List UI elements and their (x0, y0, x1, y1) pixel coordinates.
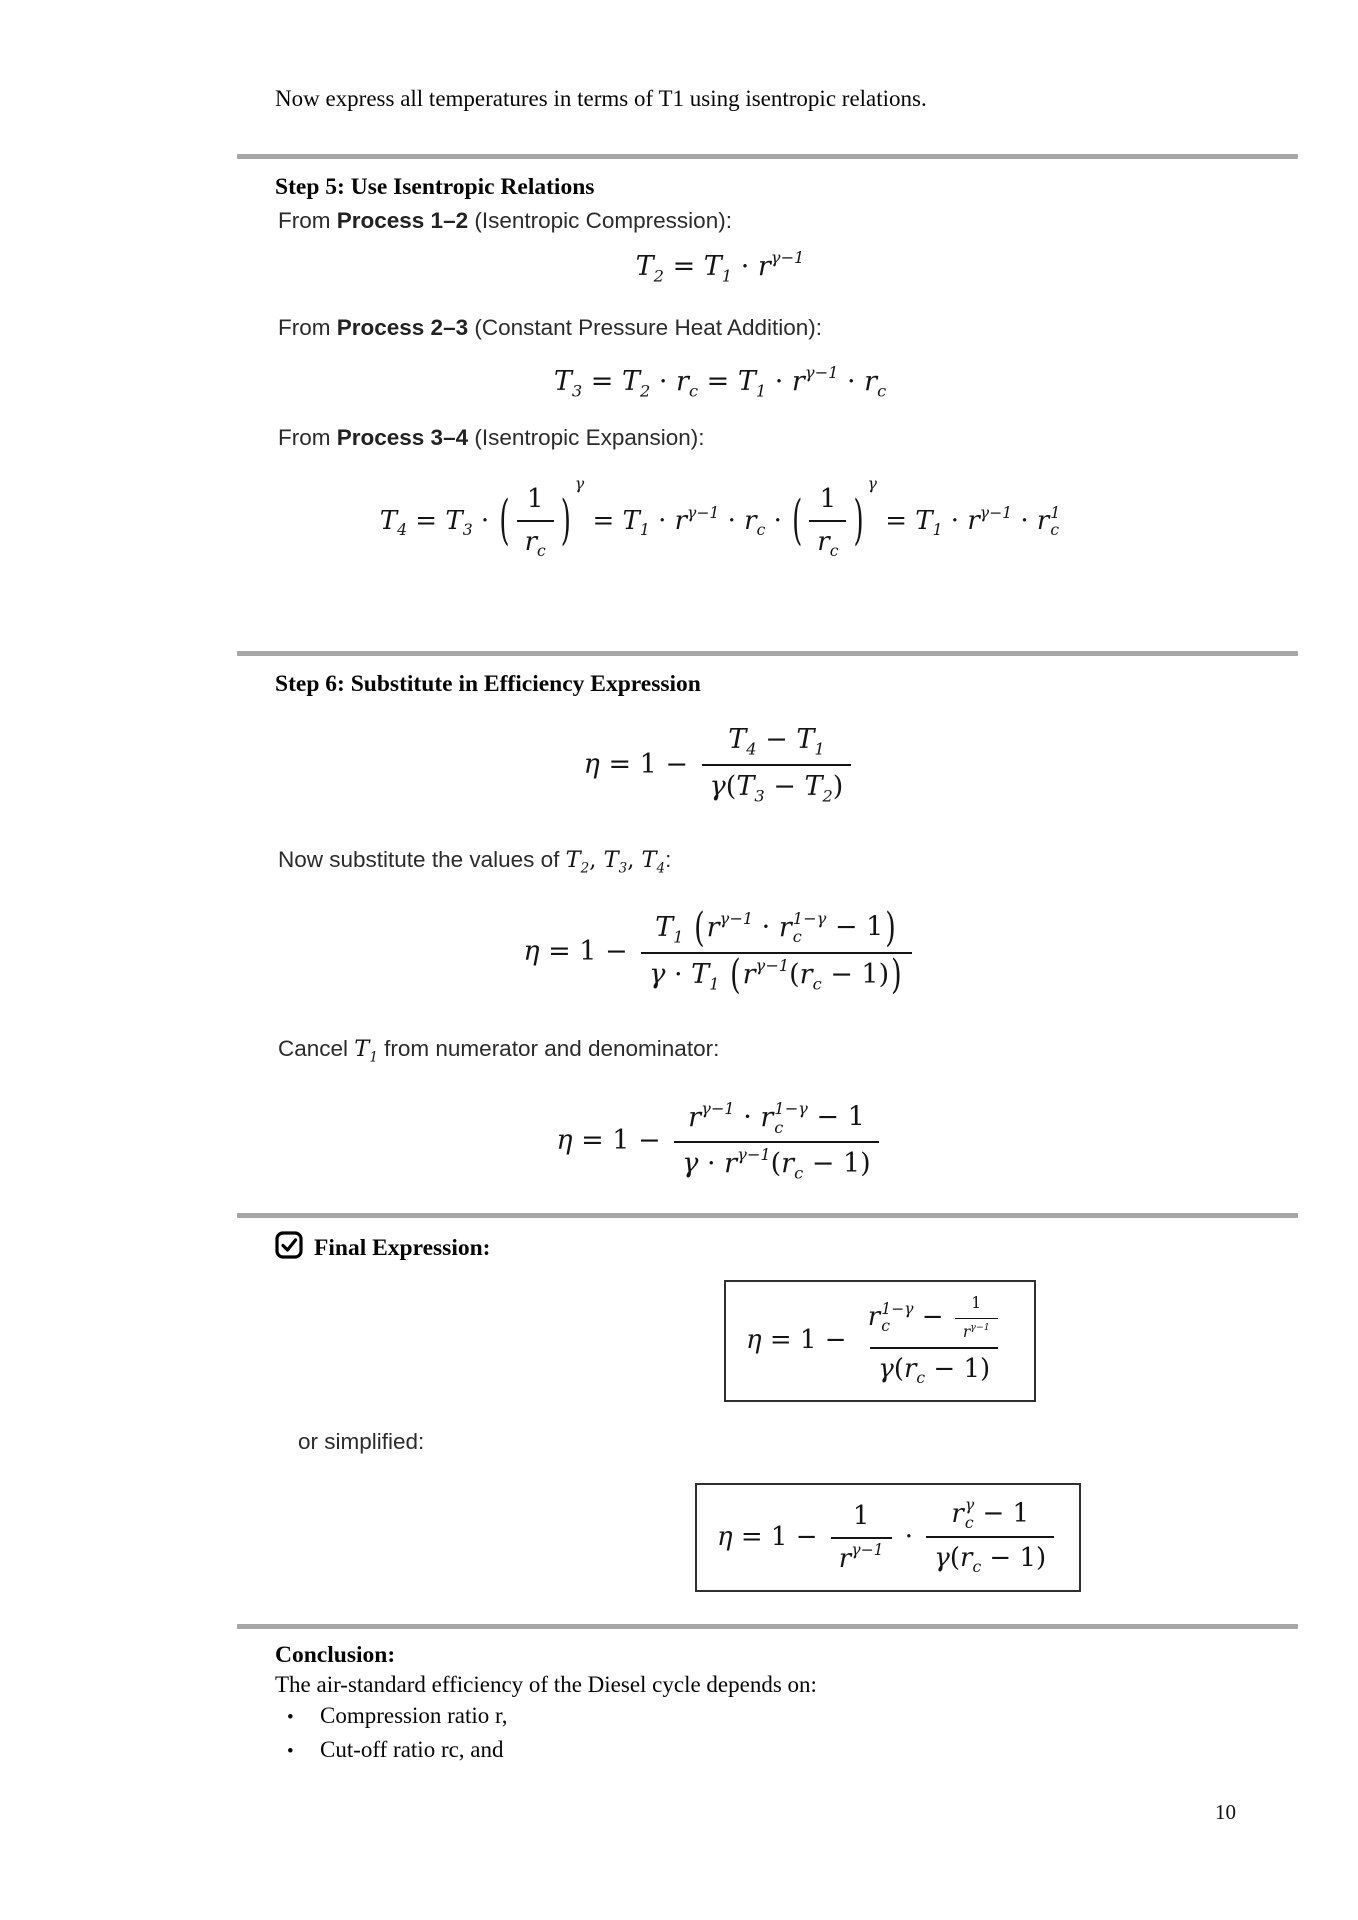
text-run: From (278, 425, 337, 451)
process-1-2-line (278, 206, 1300, 236)
process-2-3-label: Process 2–3 (336, 314, 469, 340)
section-divider (237, 651, 1298, 656)
final-expression-heading-row (275, 1231, 1358, 1264)
equation-T2 (275, 250, 1165, 287)
text-run: (Isentropic Expansion): (468, 425, 705, 451)
step5-heading: Step 5: Use Isentropic Relations (275, 174, 595, 200)
section-divider (237, 1213, 1298, 1218)
text-run: From (278, 314, 337, 340)
equation-substituted (275, 904, 1165, 999)
final-expression-box-wrap (724, 1280, 1358, 1402)
conclusion-body: The air-standard efficiency of the Diesel cycle depends on: (275, 1671, 817, 1697)
formula-simplified-expression: η = 1 − $\frac{1}{r^{\gamma-1}}$ · r γ c − 1 $\gamma(r_c - 1)$ (717, 1522, 1059, 1552)
text-run: Cancel (278, 1035, 355, 1061)
section-divider (237, 1624, 1298, 1629)
text-run: from numerator and denominator: (377, 1035, 720, 1061)
formula-T3: $T_3 = T_2 \cdot r_c = T_1 \cdot r^{\gamma-1} \cdot r_c$ (553, 362, 887, 401)
process-3-4-line (278, 423, 1300, 453)
conclusion-heading: Conclusion: (275, 1641, 396, 1668)
formula-substituted: η = 1 − $T_1$ ( $r^{\gamma-1} \cdot r$ 1−γ c − 1 ) $\gamma \cdot T_1$ ( $r^{\gamma-1}(r_c - 1)$ ) (523, 936, 916, 967)
page-number: 10 (1215, 1800, 1236, 1824)
formula-T4: $T_4 = T_3$ · ( 1 $r_c$ ) γ = $T_1 \cdot r^{\gamma-1} \cdot r_c$ · ( 1 $r_c$ ) γ = $T_1 \cdot r^{\gamma-1} \cdot r$ 1 c (379, 475, 1061, 560)
process-2-3-line (278, 313, 1300, 343)
simplified-expression-box (695, 1483, 1081, 1592)
list-item (287, 1700, 1358, 1734)
final-expression-box (724, 1280, 1036, 1402)
inline-math-T1: $T_1$ (354, 1035, 378, 1066)
text-run: (Isentropic Compression): (468, 208, 732, 233)
formula-cancelled: η = 1 − $r^{\gamma-1} \cdot r$ 1−γ c − 1 $\gamma \cdot r^{\gamma-1}(r_c - 1)$ (556, 1125, 883, 1156)
text-run: Now substitute the values of (278, 846, 566, 872)
formula-T2: $T_2 = T_1 \cdot r^{\gamma-1}$ (635, 248, 805, 286)
bullet-text: Cut-off ratio rc, and (320, 1736, 504, 1762)
substitute-line (278, 845, 1300, 884)
section-divider (237, 154, 1298, 159)
intro-paragraph: Now express all temperatures in terms of T1 using isentropic relations. (275, 86, 927, 111)
final-expression-heading: Final Expression: (314, 1234, 491, 1261)
text-run: : (665, 846, 672, 872)
formula-final-expression: η = 1 − r 1−γ c − $\frac{1}{r^{\gamma-1}}$ $\gamma(r_c - 1)$ (746, 1325, 1014, 1355)
text-run: From (278, 208, 337, 233)
bullet-text: Compression ratio r, (320, 1702, 508, 1728)
bullet-icon: • (287, 1740, 294, 1762)
text-run: (Constant Pressure Heat Addition): (468, 314, 823, 340)
bullet-list (0, 1700, 1358, 1768)
checked-checkbox-icon (275, 1231, 303, 1264)
simplified-expression-box-wrap (695, 1483, 1358, 1592)
equation-T3 (275, 362, 1165, 402)
list-item (287, 1734, 1358, 1768)
inline-math-T2-T3-T4: $T_2$, $T_3$, $T_4$ (565, 846, 666, 877)
equation-cancelled (275, 1100, 1165, 1183)
bullet-icon: • (287, 1706, 294, 1728)
cancel-line (278, 1034, 1300, 1073)
equation-T4 (275, 475, 1165, 561)
process-3-4-label: Process 3–4 (336, 425, 469, 451)
step6-heading: Step 6: Substitute in Efficiency Expression (275, 671, 701, 698)
or-simplified-label: or simplified: (298, 1429, 425, 1455)
equation-efficiency-definition (275, 723, 1165, 806)
process-1-2-label: Process 1–2 (336, 208, 469, 233)
formula-efficiency-definition: η = 1 − $\frac{T_4 - T_1}{\gamma(T_3 - T_2)}$ (584, 749, 857, 780)
